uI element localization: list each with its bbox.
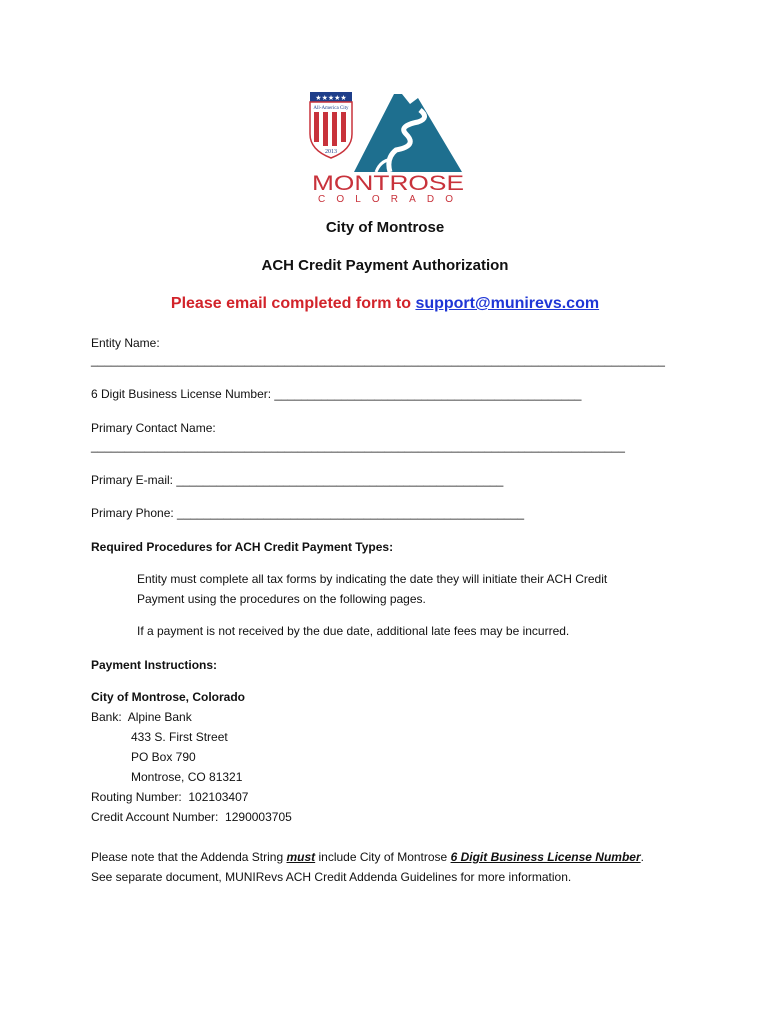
svg-text:★★★★★: ★★★★★ — [315, 94, 347, 102]
all-america-city-badge — [310, 92, 352, 158]
procedures-paragraph-line2: Payment using the procedures on the following pages. — [137, 592, 426, 606]
bank-address-line1: 433 S. First Street — [131, 730, 228, 744]
bank-address-line3: Montrose, CO 81321 — [131, 770, 243, 784]
montrose-logo — [306, 88, 466, 206]
svg-text:2013: 2013 — [325, 149, 337, 155]
addenda-note-license-ref: 6 Digit Business License Number — [450, 850, 641, 864]
addenda-note-must: must — [286, 850, 316, 864]
bank-address-line2: PO Box 790 — [131, 750, 196, 764]
primary-contact-field[interactable]: ________________________________________________________________________________ — [91, 439, 625, 453]
addenda-note-text1: Please note that the Addenda String — [91, 850, 287, 864]
addenda-note-line1 — [91, 847, 644, 867]
svg-text:MONTROSE: MONTROSE — [312, 172, 464, 195]
primary-email-field[interactable]: Primary E-mail: _________________________________________________ — [91, 473, 504, 487]
routing-number: Routing Number: 102103407 — [91, 790, 249, 804]
primary-phone-field[interactable]: Primary Phone: ____________________________________________________ — [91, 506, 525, 520]
svg-text:All-America City: All-America City — [313, 106, 349, 111]
mountain-icon — [354, 94, 462, 172]
city-title: City of Montrose — [325, 219, 445, 236]
bank-name: Bank: Alpine Bank — [91, 710, 192, 724]
addenda-note-text2: include City of Montrose — [315, 850, 451, 864]
entity-name-label: Entity Name: — [91, 336, 160, 350]
primary-contact-label: Primary Contact Name: — [91, 421, 216, 435]
form-title: ACH Credit Payment Authorization — [261, 257, 509, 274]
entity-name-field[interactable]: ______________________________________________________________________________________ — [91, 353, 665, 367]
payee-name: City of Montrose, Colorado — [91, 690, 245, 704]
license-number-field[interactable]: 6 Digit Business License Number: ______________________________________________ — [91, 387, 582, 401]
credit-account-number: Credit Account Number: 1290003705 — [91, 810, 292, 824]
addenda-note-line2: See separate document, MUNIRevs ACH Credit Addenda Guidelines for more information. — [91, 870, 572, 884]
late-fee-paragraph: If a payment is not received by the due date, additional late fees may be incurred. — [137, 624, 570, 638]
svg-text:COLORADO: COLORADO — [318, 194, 458, 205]
procedures-paragraph-line1: Entity must complete all tax forms by indicating the date they will initiate their ACH Credit — [137, 572, 608, 586]
procedures-heading: Required Procedures for ACH Credit Payment Types: — [91, 540, 394, 554]
email-instruction-text: Please email completed form to — [170, 295, 411, 312]
email-instruction — [0, 295, 770, 313]
support-email-link[interactable]: support@munirevs.com — [415, 295, 600, 312]
addenda-note-text3: . — [640, 850, 644, 864]
payment-instructions-heading: Payment Instructions: — [91, 658, 218, 672]
